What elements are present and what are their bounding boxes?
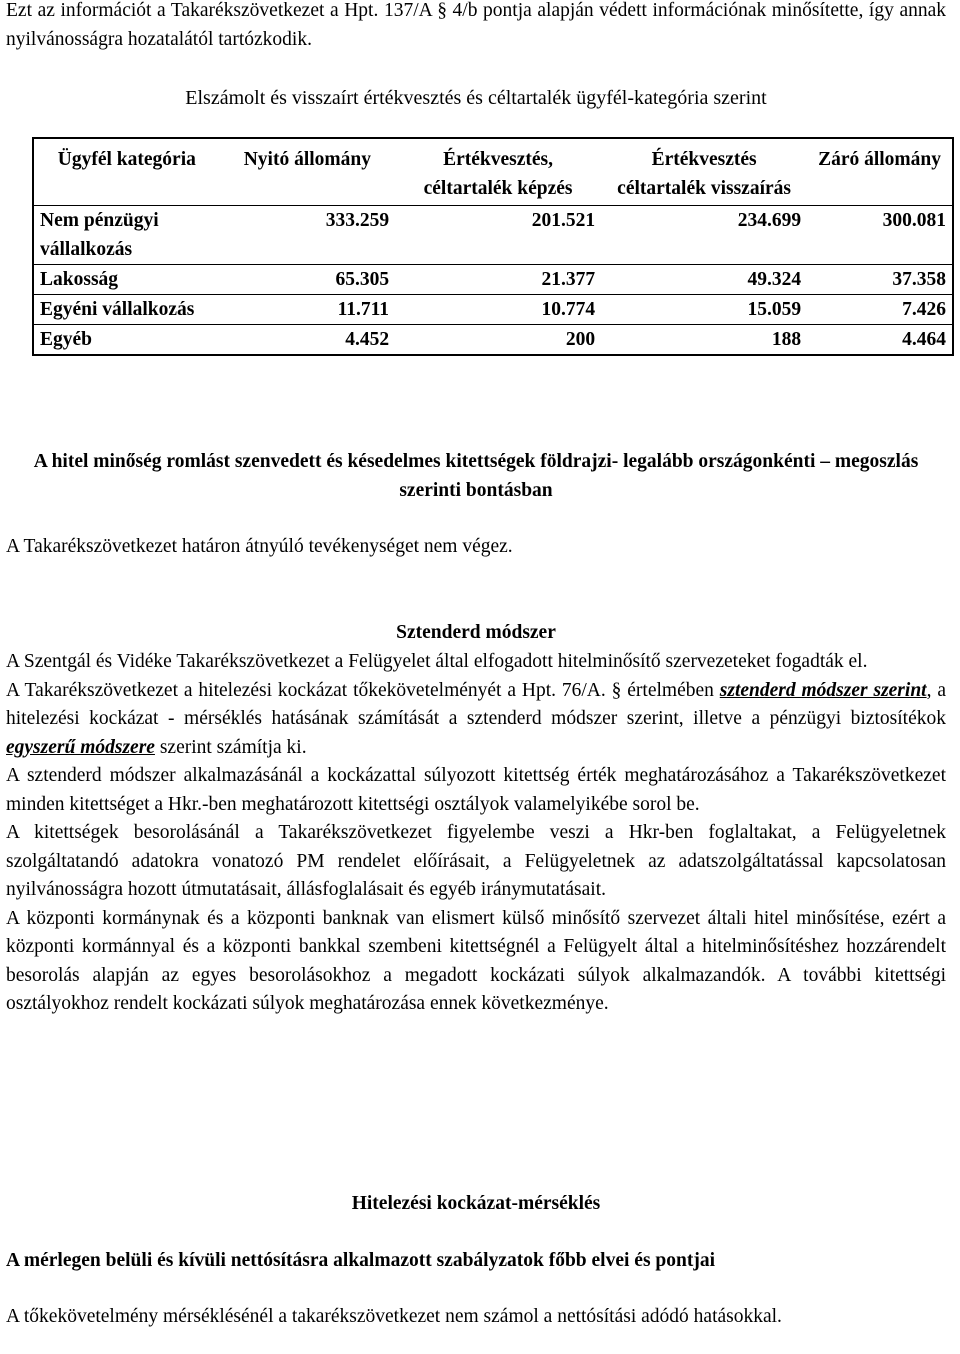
standard-paragraph-1: A Szentgál és Vidéke Takarékszövetkezet a Felügyelet által elfogadott hitelminősítő szervezeteket fogadták el. (6, 651, 868, 672)
row-opening: 11.711 (337, 299, 390, 320)
table-header-row (33, 138, 953, 206)
row-formation: 201.521 (531, 210, 596, 231)
row-closing: 37.358 (892, 269, 946, 290)
row-formation: 10.774 (541, 299, 596, 320)
p2-emphasis-simple-method: egyszerű módszere (6, 736, 155, 758)
standard-paragraph-5: A központi kormánynak és a központi banknak van elismert külső minősítő szervezet általi hitel minősítése, ezért a központi kormánnyal és a központi bankkal szembeni kitettségnél a Felügyelt által a hitelminősítéshez hozzárendelt besorolás alapján az egyes besorolásokhoz a megadott kockázati súlyok alkalmazandók. A további kitettségi osztályokhoz rendelt kockázati súlyok meghatározása ennek következménye. (6, 907, 946, 1014)
table-title: Elszámolt és visszaírt értékvesztés és céltartalék ügyfél-kategória szerint (185, 87, 767, 109)
row-category: Lakosság (40, 269, 119, 290)
row-category: Egyéni vállalkozás (40, 299, 195, 320)
header-impairment-reversal: Értékvesztés céltartalék visszaírás (617, 149, 791, 199)
standard-paragraph-3: A sztenderd módszer alkalmazásánál a kockázattal súlyozott kitettség érték meghatározásához a Takarékszövetkezet minden kitettséget a Hkr.-ben meghatározott kitettségi osztályok valamelyikébe sorol be. (6, 765, 946, 815)
row-opening: 333.259 (325, 210, 390, 231)
p2-part-a: A Takarékszövetkezet a hitelezési kockázat tőkekövetelményét a Hpt. 76/A. § értelmében (6, 679, 720, 701)
row-formation: 21.377 (541, 269, 596, 290)
table-row (33, 295, 953, 325)
row-reversal: 188 (771, 329, 802, 350)
row-reversal: 49.324 (747, 269, 802, 290)
header-opening-balance: Nyitó állomány (243, 149, 371, 170)
row-opening: 65.305 (335, 269, 390, 290)
standard-paragraph-4: A kitettségek besorolásánál a Takarékszövetkezet figyelembe veszi a Hkr-ben foglaltakat, a Felügyeletnek szolgáltatandó adatokra vonatozó PM rendelet előírásait, a Felügyeletnek az adatszolgáltatással kapcsolatosan nyilvánosságra hozott útmutatásait, állásfoglalásait és egyéb iránymutatásait. (6, 822, 946, 900)
header-client-category: Ügyfél kategória (57, 149, 196, 170)
row-reversal: 234.699 (737, 210, 802, 231)
netting-text: A tőkekövetelmény mérséklésénél a takarékszövetkezet nem számol a nettósítási adódó hatásokkal. (6, 1306, 782, 1327)
row-category: Egyéb (40, 329, 93, 350)
row-category: Nem pénzügyi vállalkozás (40, 210, 159, 260)
geo-section-text: A Takarékszövetkezet határon átnyúló tevékenységet nem végez. (6, 536, 513, 557)
geo-section-heading: A hitel minőség romlást szenvedett és késedelmes kitettségek földrajzi- legalább országonkénti – megoszlás szerinti bontásban (33, 451, 919, 501)
row-closing: 7.426 (902, 299, 946, 320)
header-closing-balance: Záró állomány (818, 149, 942, 170)
row-opening: 4.452 (345, 329, 390, 350)
p2-emphasis-standard-method: sztenderd módszer szerint (719, 679, 927, 701)
header-impairment-formation: Értékvesztés, céltartalék képzés (423, 149, 573, 199)
row-closing: 300.081 (882, 210, 946, 231)
table-row (33, 265, 953, 295)
row-closing: 4.464 (902, 329, 946, 350)
standard-method-body (6, 648, 946, 1019)
intro-paragraph: Ezt az információt a Takarékszövetkezet a Hpt. 137/A § 4/b pontja alapján védett információnak minősítette, így annak nyilvánosságra hozatalától tartózkodik. (6, 0, 946, 50)
table-row (33, 325, 953, 356)
row-formation: 200 (565, 329, 596, 350)
row-reversal: 15.059 (747, 299, 802, 320)
p2-part-e: szerint számítja ki. (154, 736, 307, 758)
netting-heading: A mérlegen belüli és kívüli nettósításra alkalmazott szabályzatok főbb elvei és pontjai (6, 1250, 716, 1271)
p2-part-c: , a hitelezési kockázat - mérséklés hatásának számítását a sztenderd módszer szerint, illetve a pénzügyi biztosítékok (6, 679, 946, 729)
credit-risk-mitigation-heading: Hitelezési kockázat-mérséklés (351, 1193, 601, 1214)
table-row (33, 206, 953, 265)
impairment-table (32, 137, 954, 356)
standard-method-heading: Sztenderd módszer (396, 622, 556, 643)
standard-paragraph-2 (6, 677, 946, 763)
